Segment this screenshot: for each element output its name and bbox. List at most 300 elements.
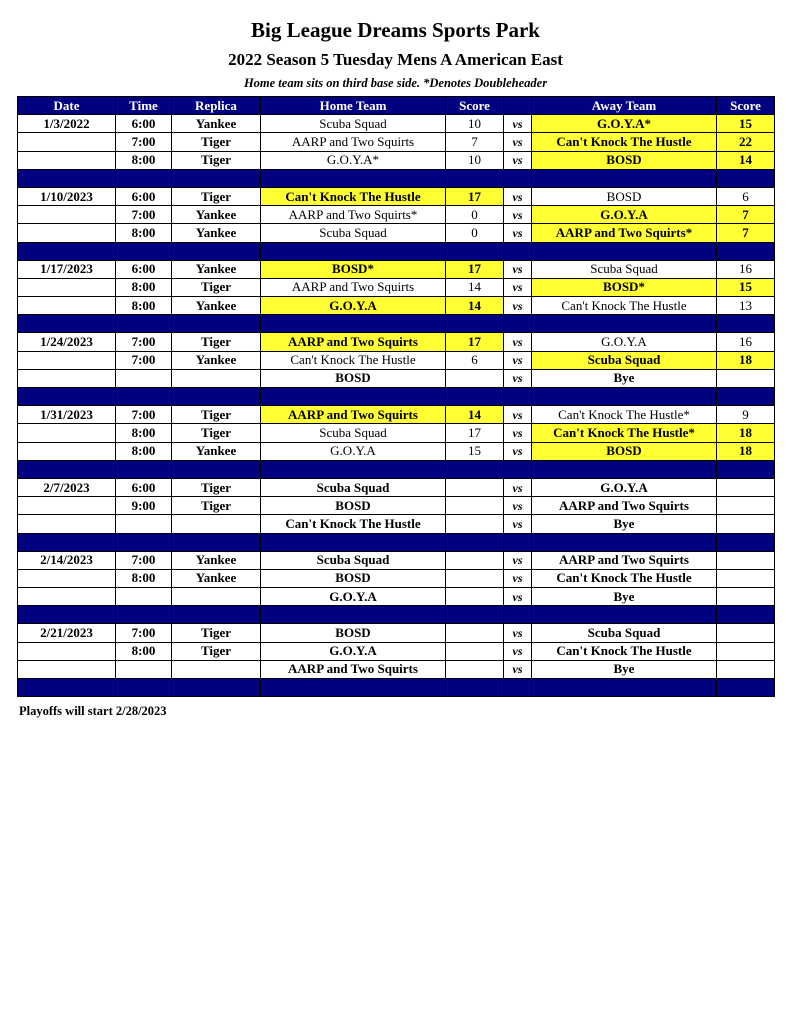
- col-header-replica: Replica: [172, 97, 261, 115]
- date-cell: [18, 497, 116, 515]
- separator-cell: [18, 606, 116, 624]
- separator-cell: [172, 533, 261, 551]
- separator-cell: [717, 169, 775, 187]
- away-team-cell: BOSD: [532, 151, 717, 169]
- table-row: [18, 206, 775, 224]
- week-separator-row: [18, 679, 775, 697]
- vs-cell: vs: [504, 278, 532, 296]
- separator-cell: [504, 606, 532, 624]
- home-score-cell: [446, 497, 504, 515]
- table-row: [18, 442, 775, 460]
- home-team-cell: AARP and Two Squirts: [261, 278, 446, 296]
- separator-cell: [18, 460, 116, 478]
- away-score-cell: [717, 551, 775, 569]
- vs-cell: vs: [504, 569, 532, 587]
- time-cell: 6:00: [116, 115, 172, 133]
- separator-cell: [717, 533, 775, 551]
- header-row: [18, 97, 775, 115]
- away-team-cell: Can't Knock The Hustle: [532, 133, 717, 151]
- table-row: [18, 297, 775, 315]
- separator-cell: [532, 242, 717, 260]
- home-team-cell: G.O.Y.A: [261, 588, 446, 606]
- away-score-cell: 18: [717, 424, 775, 442]
- away-team-cell: G.O.Y.A: [532, 206, 717, 224]
- away-team-cell: Can't Knock The Hustle: [532, 569, 717, 587]
- separator-cell: [532, 388, 717, 406]
- page-title: Big League Dreams Sports Park: [251, 18, 540, 42]
- time-cell: [116, 660, 172, 678]
- home-team-cell: Scuba Squad: [261, 424, 446, 442]
- time-cell: [116, 588, 172, 606]
- home-team-cell: Scuba Squad: [261, 115, 446, 133]
- away-score-cell: [717, 497, 775, 515]
- vs-cell: vs: [504, 624, 532, 642]
- date-cell: 1/17/2023: [18, 260, 116, 278]
- home-score-cell: [446, 478, 504, 496]
- replica-cell: Tiger: [172, 406, 261, 424]
- separator-cell: [446, 242, 504, 260]
- home-team-cell: AARP and Two Squirts: [261, 660, 446, 678]
- vs-cell: vs: [504, 515, 532, 533]
- schedule-body: [18, 115, 775, 697]
- time-cell: 8:00: [116, 297, 172, 315]
- home-team-cell: Can't Knock The Hustle: [261, 187, 446, 205]
- replica-cell: Tiger: [172, 642, 261, 660]
- date-cell: [18, 133, 116, 151]
- time-cell: 9:00: [116, 497, 172, 515]
- away-team-cell: Bye: [532, 588, 717, 606]
- away-score-cell: [717, 369, 775, 387]
- col-header-away-team: Away Team: [532, 97, 717, 115]
- away-team-cell: G.O.Y.A*: [532, 115, 717, 133]
- home-score-cell: 0: [446, 224, 504, 242]
- home-score-cell: 14: [446, 278, 504, 296]
- separator-cell: [172, 315, 261, 333]
- date-cell: [18, 278, 116, 296]
- col-header-home-score: Score: [446, 97, 504, 115]
- away-score-cell: 15: [717, 115, 775, 133]
- home-team-cell: AARP and Two Squirts: [261, 333, 446, 351]
- away-team-cell: Scuba Squad: [532, 351, 717, 369]
- home-team-cell: G.O.Y.A: [261, 442, 446, 460]
- separator-cell: [446, 388, 504, 406]
- time-cell: 7:00: [116, 351, 172, 369]
- table-row: [18, 642, 775, 660]
- vs-cell: vs: [504, 133, 532, 151]
- separator-cell: [532, 606, 717, 624]
- separator-cell: [446, 533, 504, 551]
- home-team-cell: BOSD: [261, 497, 446, 515]
- separator-cell: [504, 533, 532, 551]
- separator-cell: [446, 169, 504, 187]
- date-cell: [18, 442, 116, 460]
- away-score-cell: [717, 515, 775, 533]
- date-cell: 2/7/2023: [18, 478, 116, 496]
- table-row: [18, 660, 775, 678]
- replica-cell: Yankee: [172, 442, 261, 460]
- date-cell: [18, 515, 116, 533]
- vs-cell: vs: [504, 206, 532, 224]
- separator-cell: [717, 460, 775, 478]
- away-score-cell: 13: [717, 297, 775, 315]
- home-team-cell: BOSD: [261, 569, 446, 587]
- vs-cell: vs: [504, 442, 532, 460]
- time-cell: 7:00: [116, 133, 172, 151]
- separator-cell: [532, 533, 717, 551]
- home-score-cell: 17: [446, 260, 504, 278]
- home-team-cell: G.O.Y.A: [261, 297, 446, 315]
- separator-cell: [116, 388, 172, 406]
- home-team-cell: Can't Knock The Hustle: [261, 515, 446, 533]
- time-cell: [116, 369, 172, 387]
- replica-cell: Tiger: [172, 424, 261, 442]
- home-score-cell: 10: [446, 151, 504, 169]
- table-row: [18, 551, 775, 569]
- separator-cell: [116, 315, 172, 333]
- home-team-cell: AARP and Two Squirts*: [261, 206, 446, 224]
- separator-cell: [717, 388, 775, 406]
- date-cell: [18, 297, 116, 315]
- table-row: [18, 624, 775, 642]
- time-cell: 7:00: [116, 333, 172, 351]
- replica-cell: [172, 369, 261, 387]
- away-score-cell: 15: [717, 278, 775, 296]
- vs-cell: vs: [504, 551, 532, 569]
- home-score-cell: 17: [446, 333, 504, 351]
- date-cell: [18, 224, 116, 242]
- replica-cell: Tiger: [172, 187, 261, 205]
- date-cell: 1/31/2023: [18, 406, 116, 424]
- separator-cell: [18, 315, 116, 333]
- replica-cell: [172, 588, 261, 606]
- week-separator-row: [18, 315, 775, 333]
- col-header-date: Date: [18, 97, 116, 115]
- separator-cell: [18, 533, 116, 551]
- separator-cell: [504, 242, 532, 260]
- home-score-cell: [446, 569, 504, 587]
- home-score-cell: 14: [446, 406, 504, 424]
- away-team-cell: AARP and Two Squirts: [532, 497, 717, 515]
- replica-cell: Yankee: [172, 569, 261, 587]
- away-score-cell: [717, 642, 775, 660]
- separator-cell: [446, 315, 504, 333]
- away-team-cell: BOSD: [532, 442, 717, 460]
- separator-cell: [446, 679, 504, 697]
- home-score-cell: 6: [446, 351, 504, 369]
- away-team-cell: Bye: [532, 660, 717, 678]
- home-team-cell: BOSD: [261, 369, 446, 387]
- separator-cell: [172, 606, 261, 624]
- away-score-cell: 16: [717, 260, 775, 278]
- date-cell: [18, 369, 116, 387]
- table-row: [18, 151, 775, 169]
- away-score-cell: [717, 624, 775, 642]
- away-team-cell: G.O.Y.A: [532, 333, 717, 351]
- date-cell: [18, 660, 116, 678]
- col-header-vs: [504, 97, 532, 115]
- vs-cell: vs: [504, 660, 532, 678]
- time-cell: 7:00: [116, 206, 172, 224]
- col-header-home-team: Home Team: [261, 97, 446, 115]
- away-team-cell: G.O.Y.A: [532, 478, 717, 496]
- replica-cell: Tiger: [172, 478, 261, 496]
- table-row: [18, 369, 775, 387]
- vs-cell: vs: [504, 187, 532, 205]
- separator-cell: [172, 679, 261, 697]
- separator-cell: [717, 606, 775, 624]
- table-row: [18, 115, 775, 133]
- replica-cell: Tiger: [172, 278, 261, 296]
- date-cell: [18, 642, 116, 660]
- home-score-cell: [446, 624, 504, 642]
- away-score-cell: 14: [717, 151, 775, 169]
- time-cell: 8:00: [116, 278, 172, 296]
- table-row: [18, 478, 775, 496]
- date-cell: [18, 424, 116, 442]
- time-cell: 8:00: [116, 569, 172, 587]
- replica-cell: Tiger: [172, 151, 261, 169]
- date-cell: 2/14/2023: [18, 551, 116, 569]
- away-team-cell: Scuba Squad: [532, 624, 717, 642]
- replica-cell: [172, 660, 261, 678]
- home-score-cell: 10: [446, 115, 504, 133]
- time-cell: 7:00: [116, 406, 172, 424]
- separator-cell: [116, 460, 172, 478]
- date-cell: 1/10/2023: [18, 187, 116, 205]
- time-cell: 8:00: [116, 642, 172, 660]
- home-team-cell: AARP and Two Squirts: [261, 406, 446, 424]
- away-score-cell: 7: [717, 224, 775, 242]
- separator-cell: [261, 533, 446, 551]
- separator-cell: [532, 679, 717, 697]
- vs-cell: vs: [504, 151, 532, 169]
- separator-cell: [18, 388, 116, 406]
- time-cell: 6:00: [116, 260, 172, 278]
- separator-cell: [504, 169, 532, 187]
- vs-cell: vs: [504, 424, 532, 442]
- home-team-cell: AARP and Two Squirts: [261, 133, 446, 151]
- time-cell: 7:00: [116, 624, 172, 642]
- separator-cell: [18, 169, 116, 187]
- home-team-cell: Scuba Squad: [261, 551, 446, 569]
- time-cell: 8:00: [116, 151, 172, 169]
- home-score-cell: [446, 551, 504, 569]
- home-team-cell: G.O.Y.A*: [261, 151, 446, 169]
- away-score-cell: [717, 660, 775, 678]
- away-team-cell: BOSD*: [532, 278, 717, 296]
- separator-cell: [504, 460, 532, 478]
- date-cell: [18, 206, 116, 224]
- separator-cell: [717, 679, 775, 697]
- week-separator-row: [18, 388, 775, 406]
- schedule-table: [17, 96, 775, 697]
- replica-cell: Yankee: [172, 224, 261, 242]
- vs-cell: vs: [504, 478, 532, 496]
- vs-cell: vs: [504, 497, 532, 515]
- separator-cell: [172, 388, 261, 406]
- home-score-cell: [446, 369, 504, 387]
- table-row: [18, 588, 775, 606]
- table-row: [18, 351, 775, 369]
- week-separator-row: [18, 533, 775, 551]
- home-score-cell: [446, 588, 504, 606]
- separator-cell: [261, 242, 446, 260]
- home-team-cell: BOSD: [261, 624, 446, 642]
- separator-cell: [532, 460, 717, 478]
- separator-cell: [172, 460, 261, 478]
- home-score-cell: 14: [446, 297, 504, 315]
- vs-cell: vs: [504, 588, 532, 606]
- separator-cell: [261, 679, 446, 697]
- replica-cell: Yankee: [172, 551, 261, 569]
- week-separator-row: [18, 169, 775, 187]
- date-cell: [18, 569, 116, 587]
- home-score-cell: 17: [446, 424, 504, 442]
- home-team-cell: Scuba Squad: [261, 224, 446, 242]
- week-separator-row: [18, 242, 775, 260]
- replica-cell: [172, 515, 261, 533]
- away-score-cell: [717, 478, 775, 496]
- week-separator-row: [18, 606, 775, 624]
- away-score-cell: 9: [717, 406, 775, 424]
- replica-cell: Yankee: [172, 115, 261, 133]
- table-row: [18, 406, 775, 424]
- away-team-cell: Can't Knock The Hustle*: [532, 406, 717, 424]
- home-score-cell: [446, 660, 504, 678]
- separator-cell: [446, 460, 504, 478]
- home-score-cell: 0: [446, 206, 504, 224]
- away-team-cell: Scuba Squad: [532, 260, 717, 278]
- table-row: [18, 278, 775, 296]
- away-team-cell: AARP and Two Squirts: [532, 551, 717, 569]
- vs-cell: vs: [504, 642, 532, 660]
- separator-cell: [446, 606, 504, 624]
- separator-cell: [172, 169, 261, 187]
- away-team-cell: BOSD: [532, 187, 717, 205]
- away-team-cell: AARP and Two Squirts*: [532, 224, 717, 242]
- separator-cell: [116, 242, 172, 260]
- table-row: [18, 133, 775, 151]
- vs-cell: vs: [504, 351, 532, 369]
- replica-cell: Yankee: [172, 297, 261, 315]
- home-score-cell: 7: [446, 133, 504, 151]
- vs-cell: vs: [504, 297, 532, 315]
- time-cell: 8:00: [116, 442, 172, 460]
- replica-cell: Tiger: [172, 133, 261, 151]
- playoffs-note: Playoffs will start 2/28/2023: [19, 704, 167, 718]
- replica-cell: Yankee: [172, 351, 261, 369]
- separator-cell: [261, 606, 446, 624]
- away-score-cell: [717, 569, 775, 587]
- away-score-cell: 6: [717, 187, 775, 205]
- separator-cell: [504, 388, 532, 406]
- away-team-cell: Bye: [532, 369, 717, 387]
- away-team-cell: Can't Knock The Hustle: [532, 297, 717, 315]
- away-team-cell: Can't Knock The Hustle*: [532, 424, 717, 442]
- home-team-cell: Can't Knock The Hustle: [261, 351, 446, 369]
- separator-cell: [717, 242, 775, 260]
- away-team-cell: Can't Knock The Hustle: [532, 642, 717, 660]
- table-row: [18, 515, 775, 533]
- home-team-cell: Scuba Squad: [261, 478, 446, 496]
- away-score-cell: 7: [717, 206, 775, 224]
- date-cell: [18, 151, 116, 169]
- time-cell: 8:00: [116, 224, 172, 242]
- date-cell: [18, 351, 116, 369]
- replica-cell: Tiger: [172, 624, 261, 642]
- separator-cell: [116, 679, 172, 697]
- table-row: [18, 497, 775, 515]
- separator-cell: [532, 315, 717, 333]
- table-row: [18, 260, 775, 278]
- separator-cell: [717, 315, 775, 333]
- separator-cell: [18, 679, 116, 697]
- date-cell: 2/21/2023: [18, 624, 116, 642]
- table-row: [18, 333, 775, 351]
- separator-cell: [116, 533, 172, 551]
- col-header-time: Time: [116, 97, 172, 115]
- separator-cell: [261, 315, 446, 333]
- home-score-cell: [446, 515, 504, 533]
- time-cell: 7:00: [116, 551, 172, 569]
- replica-cell: Tiger: [172, 333, 261, 351]
- separator-cell: [504, 679, 532, 697]
- home-team-cell: G.O.Y.A: [261, 642, 446, 660]
- away-score-cell: [717, 588, 775, 606]
- date-cell: [18, 588, 116, 606]
- league-subtitle: 2022 Season 5 Tuesday Mens A American East: [228, 50, 563, 69]
- separator-cell: [261, 460, 446, 478]
- home-score-cell: 17: [446, 187, 504, 205]
- away-score-cell: 18: [717, 442, 775, 460]
- away-team-cell: Bye: [532, 515, 717, 533]
- table-row: [18, 424, 775, 442]
- away-score-cell: 16: [717, 333, 775, 351]
- replica-cell: Yankee: [172, 260, 261, 278]
- separator-cell: [116, 606, 172, 624]
- vs-cell: vs: [504, 369, 532, 387]
- replica-cell: Tiger: [172, 497, 261, 515]
- table-row: [18, 569, 775, 587]
- home-team-cell: BOSD*: [261, 260, 446, 278]
- date-cell: 1/3/2022: [18, 115, 116, 133]
- vs-cell: vs: [504, 260, 532, 278]
- replica-cell: Yankee: [172, 206, 261, 224]
- time-cell: 6:00: [116, 478, 172, 496]
- vs-cell: vs: [504, 333, 532, 351]
- time-cell: [116, 515, 172, 533]
- table-row: [18, 224, 775, 242]
- separator-cell: [261, 169, 446, 187]
- vs-cell: vs: [504, 115, 532, 133]
- separator-cell: [116, 169, 172, 187]
- separator-cell: [532, 169, 717, 187]
- separator-cell: [261, 388, 446, 406]
- away-score-cell: 22: [717, 133, 775, 151]
- separator-cell: [504, 315, 532, 333]
- home-score-cell: [446, 642, 504, 660]
- time-cell: 6:00: [116, 187, 172, 205]
- separator-cell: [18, 242, 116, 260]
- home-score-cell: 15: [446, 442, 504, 460]
- separator-cell: [172, 242, 261, 260]
- vs-cell: vs: [504, 224, 532, 242]
- week-separator-row: [18, 460, 775, 478]
- time-cell: 8:00: [116, 424, 172, 442]
- schedule-note: Home team sits on third base side. *Denotes Doubleheader: [243, 76, 548, 90]
- col-header-away-score: Score: [717, 97, 775, 115]
- table-row: [18, 187, 775, 205]
